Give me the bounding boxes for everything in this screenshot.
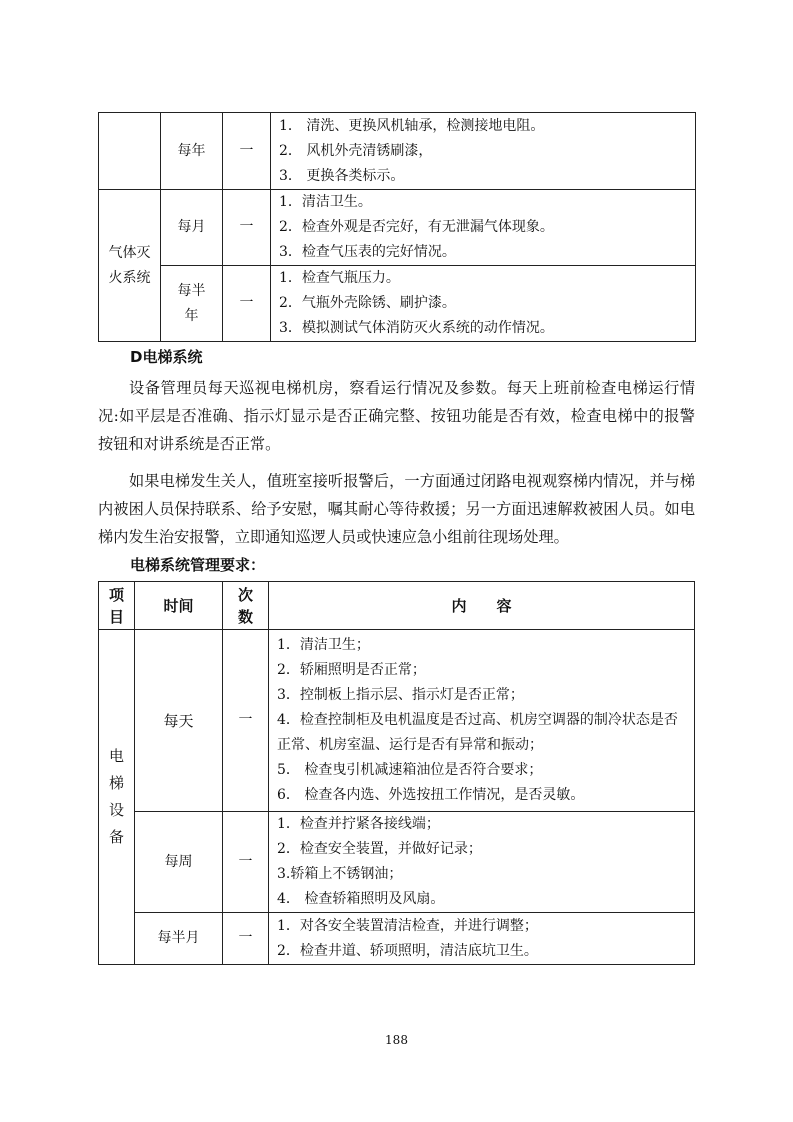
- header-content: 内 容: [269, 582, 695, 630]
- content-line: 1．检查气瓶压力。: [279, 270, 400, 286]
- time-cell: 每周: [135, 812, 223, 913]
- section-heading: D电梯系统: [130, 348, 203, 366]
- content-line: 3． 更换各类标示。: [279, 167, 405, 184]
- content-cell: [271, 266, 696, 342]
- content-line: 1．清洁卫生。: [279, 194, 372, 210]
- content-cell: [269, 812, 695, 913]
- maintenance-table-continued: [98, 112, 696, 342]
- time-cell: 每天: [135, 630, 223, 812]
- content-cell: [269, 630, 695, 812]
- item-cell: [99, 113, 161, 190]
- content-line: 2．检查安全装置，并做好记录；: [277, 841, 482, 857]
- table-row: [99, 630, 695, 812]
- content-line: 4． 检查轿箱照明及风扇。: [277, 891, 445, 907]
- table-header-row: [99, 582, 695, 630]
- header-time: 时间: [135, 582, 223, 630]
- content-line: 2．检查井道、轿项照明，清洁底坑卫生。: [277, 942, 538, 959]
- table-row: [99, 812, 695, 913]
- time-cell: 每半年: [161, 266, 223, 342]
- item-cell: 气体灭火系统: [99, 190, 161, 342]
- content-line: 5． 检查曳引机减速箱油位是否符合要求；: [277, 762, 543, 778]
- table-row: [99, 266, 696, 342]
- time-cell: 每月: [161, 190, 223, 266]
- content-line: 1．检查并拧紧各接线端；: [277, 816, 440, 832]
- paragraph: 如果电梯发生关人，值班室接听报警后，一方面通过闭路电视观察梯内情况，并与梯内被困人员保持联系、给予安慰，嘱其耐心等待救援；另一方面迅速解救被困人员。如电梯内发生治安报警，立即通知巡逻人员或快速应急小组前往现场处理。: [98, 472, 695, 546]
- table-row: [99, 190, 696, 266]
- content-line: 4．检查控制柜及电机温度是否过高、机房空调器的制冷状态是否正常、机房室温、运行是否有异常和振动；: [277, 712, 678, 753]
- content-line: 3．检查气压表的完好情况。: [279, 244, 456, 260]
- count-cell: 一: [223, 266, 271, 342]
- content-line: 3.轿箱上不锈钢油；: [277, 866, 403, 882]
- content-line: 3．控制板上指示层、指示灯是否正常；: [277, 687, 524, 703]
- content-line: 2． 风机外壳清锈刷漆，: [279, 142, 433, 159]
- time-cell: 每年: [161, 113, 223, 190]
- content-line: 2．轿厢照明是否正常；: [277, 662, 426, 678]
- header-item: 项目: [99, 582, 135, 630]
- elevator-requirements-table: [98, 581, 695, 965]
- content-cell: [271, 190, 696, 266]
- table-caption: 电梯系统管理要求：: [130, 556, 266, 574]
- content-line: 1．对各安全装置清洁检查，并进行调整；: [277, 917, 538, 934]
- content-line: 2．气瓶外壳除锈、刷护漆。: [279, 295, 456, 311]
- count-cell: 一: [223, 812, 269, 913]
- count-cell: 一: [223, 113, 271, 190]
- page-number: 188: [385, 1033, 408, 1047]
- count-cell: 一: [223, 913, 269, 965]
- content-line: 6． 检查各内选、外选按扭工作情况，是否灵敏。: [277, 787, 585, 803]
- paragraph: 设备管理员每天巡视电梯机房，察看运行情况及参数。每天上班前检查电梯运行情况:如平层是否准确、指示灯显示是否正确完整、按钮功能是否有效，检查电梯中的报警按钮和对讲系统是否正常。: [98, 379, 695, 453]
- content-cell: [269, 913, 695, 965]
- header-count: 次数: [223, 582, 269, 630]
- content-cell: [271, 113, 696, 190]
- table-row: [99, 913, 695, 965]
- time-cell: 每半月: [135, 913, 223, 965]
- count-cell: 一: [223, 190, 271, 266]
- content-line: 1．清洁卫生；: [277, 637, 370, 653]
- table-row: [99, 113, 696, 190]
- item-cell: 电梯设备: [99, 630, 135, 965]
- content-line: 3．模拟测试气体消防灭火系统的动作情况。: [279, 320, 554, 336]
- count-cell: 一: [223, 630, 269, 812]
- content-line: 2．检查外观是否完好，有无泄漏气体现象。: [279, 219, 554, 235]
- content-line: 1． 清洗、更换风机轴承，检测接地电阻。: [279, 117, 545, 134]
